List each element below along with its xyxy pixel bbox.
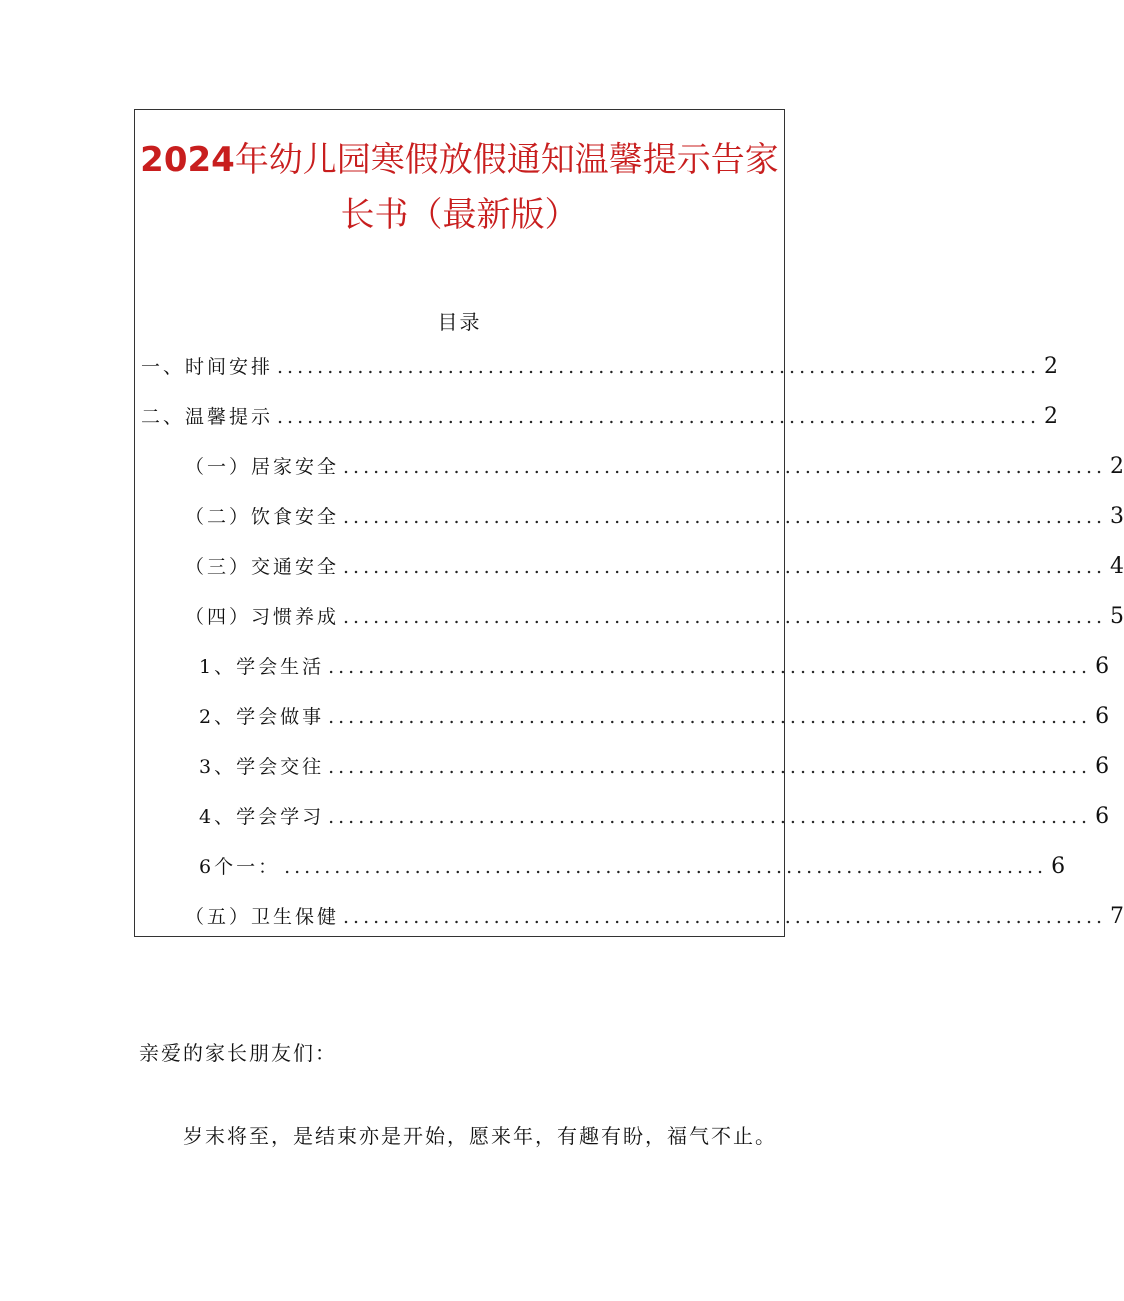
toc-entry[interactable] [199,750,1110,780]
toc-entry[interactable] [141,350,1059,380]
toc-entry[interactable] [185,450,1124,480]
toc-leader-dots: ............................................................................ [343,456,1107,478]
toc-box [134,109,1124,937]
toc-leader-dots: ............................................................................ [343,556,1107,578]
toc-entry-label: 二、温馨提示 [141,406,274,428]
toc-entry-page: 6 [1095,804,1110,829]
toc-entry[interactable] [185,550,1124,580]
toc-entry-page: 7 [1110,904,1124,929]
toc-entry-label: 2、学会做事 [199,706,325,728]
toc-leader-dots: ............................................................................ [328,706,1092,728]
toc-entry-label: （五）卫生保健 [185,906,340,928]
toc-heading: 目录 [437,310,482,334]
toc-entry-label: （三）交通安全 [185,556,340,578]
toc-entry-label: 一、时间安排 [141,356,274,378]
toc-entry[interactable] [199,800,1110,830]
document-title-line1 [135,140,784,180]
title-year: 2024 [140,140,235,180]
toc-entry-page: 6 [1051,854,1066,879]
toc-leader-dots: ............................................................................ [284,856,1048,878]
toc-entry-label: 3、学会交往 [199,756,325,778]
toc-entry-label: （二）饮食安全 [185,506,340,528]
toc-entry-label: （一）居家安全 [185,456,340,478]
toc-entry[interactable] [199,650,1110,680]
toc-leader-dots: ............................................................................ [343,506,1107,528]
document-title-line2: 长书（最新版） [340,195,579,235]
toc-leader-dots: ............................................................................ [328,756,1092,778]
toc-leader-dots: ............................................................................ [277,406,1041,428]
toc-entry-page: 2 [1044,354,1059,379]
greeting: 亲爱的家长朋友们： [139,1041,337,1065]
toc-leader-dots: ............................................................................ [328,656,1092,678]
toc-leader-dots: ............................................................................ [343,906,1107,928]
toc-entry[interactable] [185,900,1124,930]
toc-entry-page: 2 [1110,454,1124,479]
toc-entry-page: 5 [1110,604,1124,629]
toc-entry-label: 4、学会学习 [199,806,325,828]
toc-entry[interactable] [141,400,1059,430]
toc-entry-label: 1、学会生活 [199,656,325,678]
title-text: 年幼儿园寒假放假通知温馨提示告家 [234,140,779,180]
toc-entry-page: 3 [1110,504,1124,529]
toc-entry[interactable] [199,850,1066,880]
toc-leader-dots: ............................................................................ [328,806,1092,828]
toc-entry[interactable] [185,600,1124,630]
toc-entry-page: 2 [1044,404,1059,429]
toc-entry-page: 6 [1095,704,1110,729]
toc-leader-dots: ............................................................................ [343,606,1107,628]
toc-leader-dots: ............................................................................ [277,356,1041,378]
toc-entry-label: 6个一： [199,856,281,878]
body-paragraph: 岁末将至，是结束亦是开始，愿来年，有趣有盼，福气不止。 [183,1124,777,1148]
toc-entry-page: 4 [1110,554,1124,579]
toc-entry[interactable] [199,700,1110,730]
toc-entry-label: （四）习惯养成 [185,606,340,628]
toc-entry[interactable] [185,500,1124,530]
toc-entry-page: 6 [1095,654,1110,679]
toc-entry-page: 6 [1095,754,1110,779]
